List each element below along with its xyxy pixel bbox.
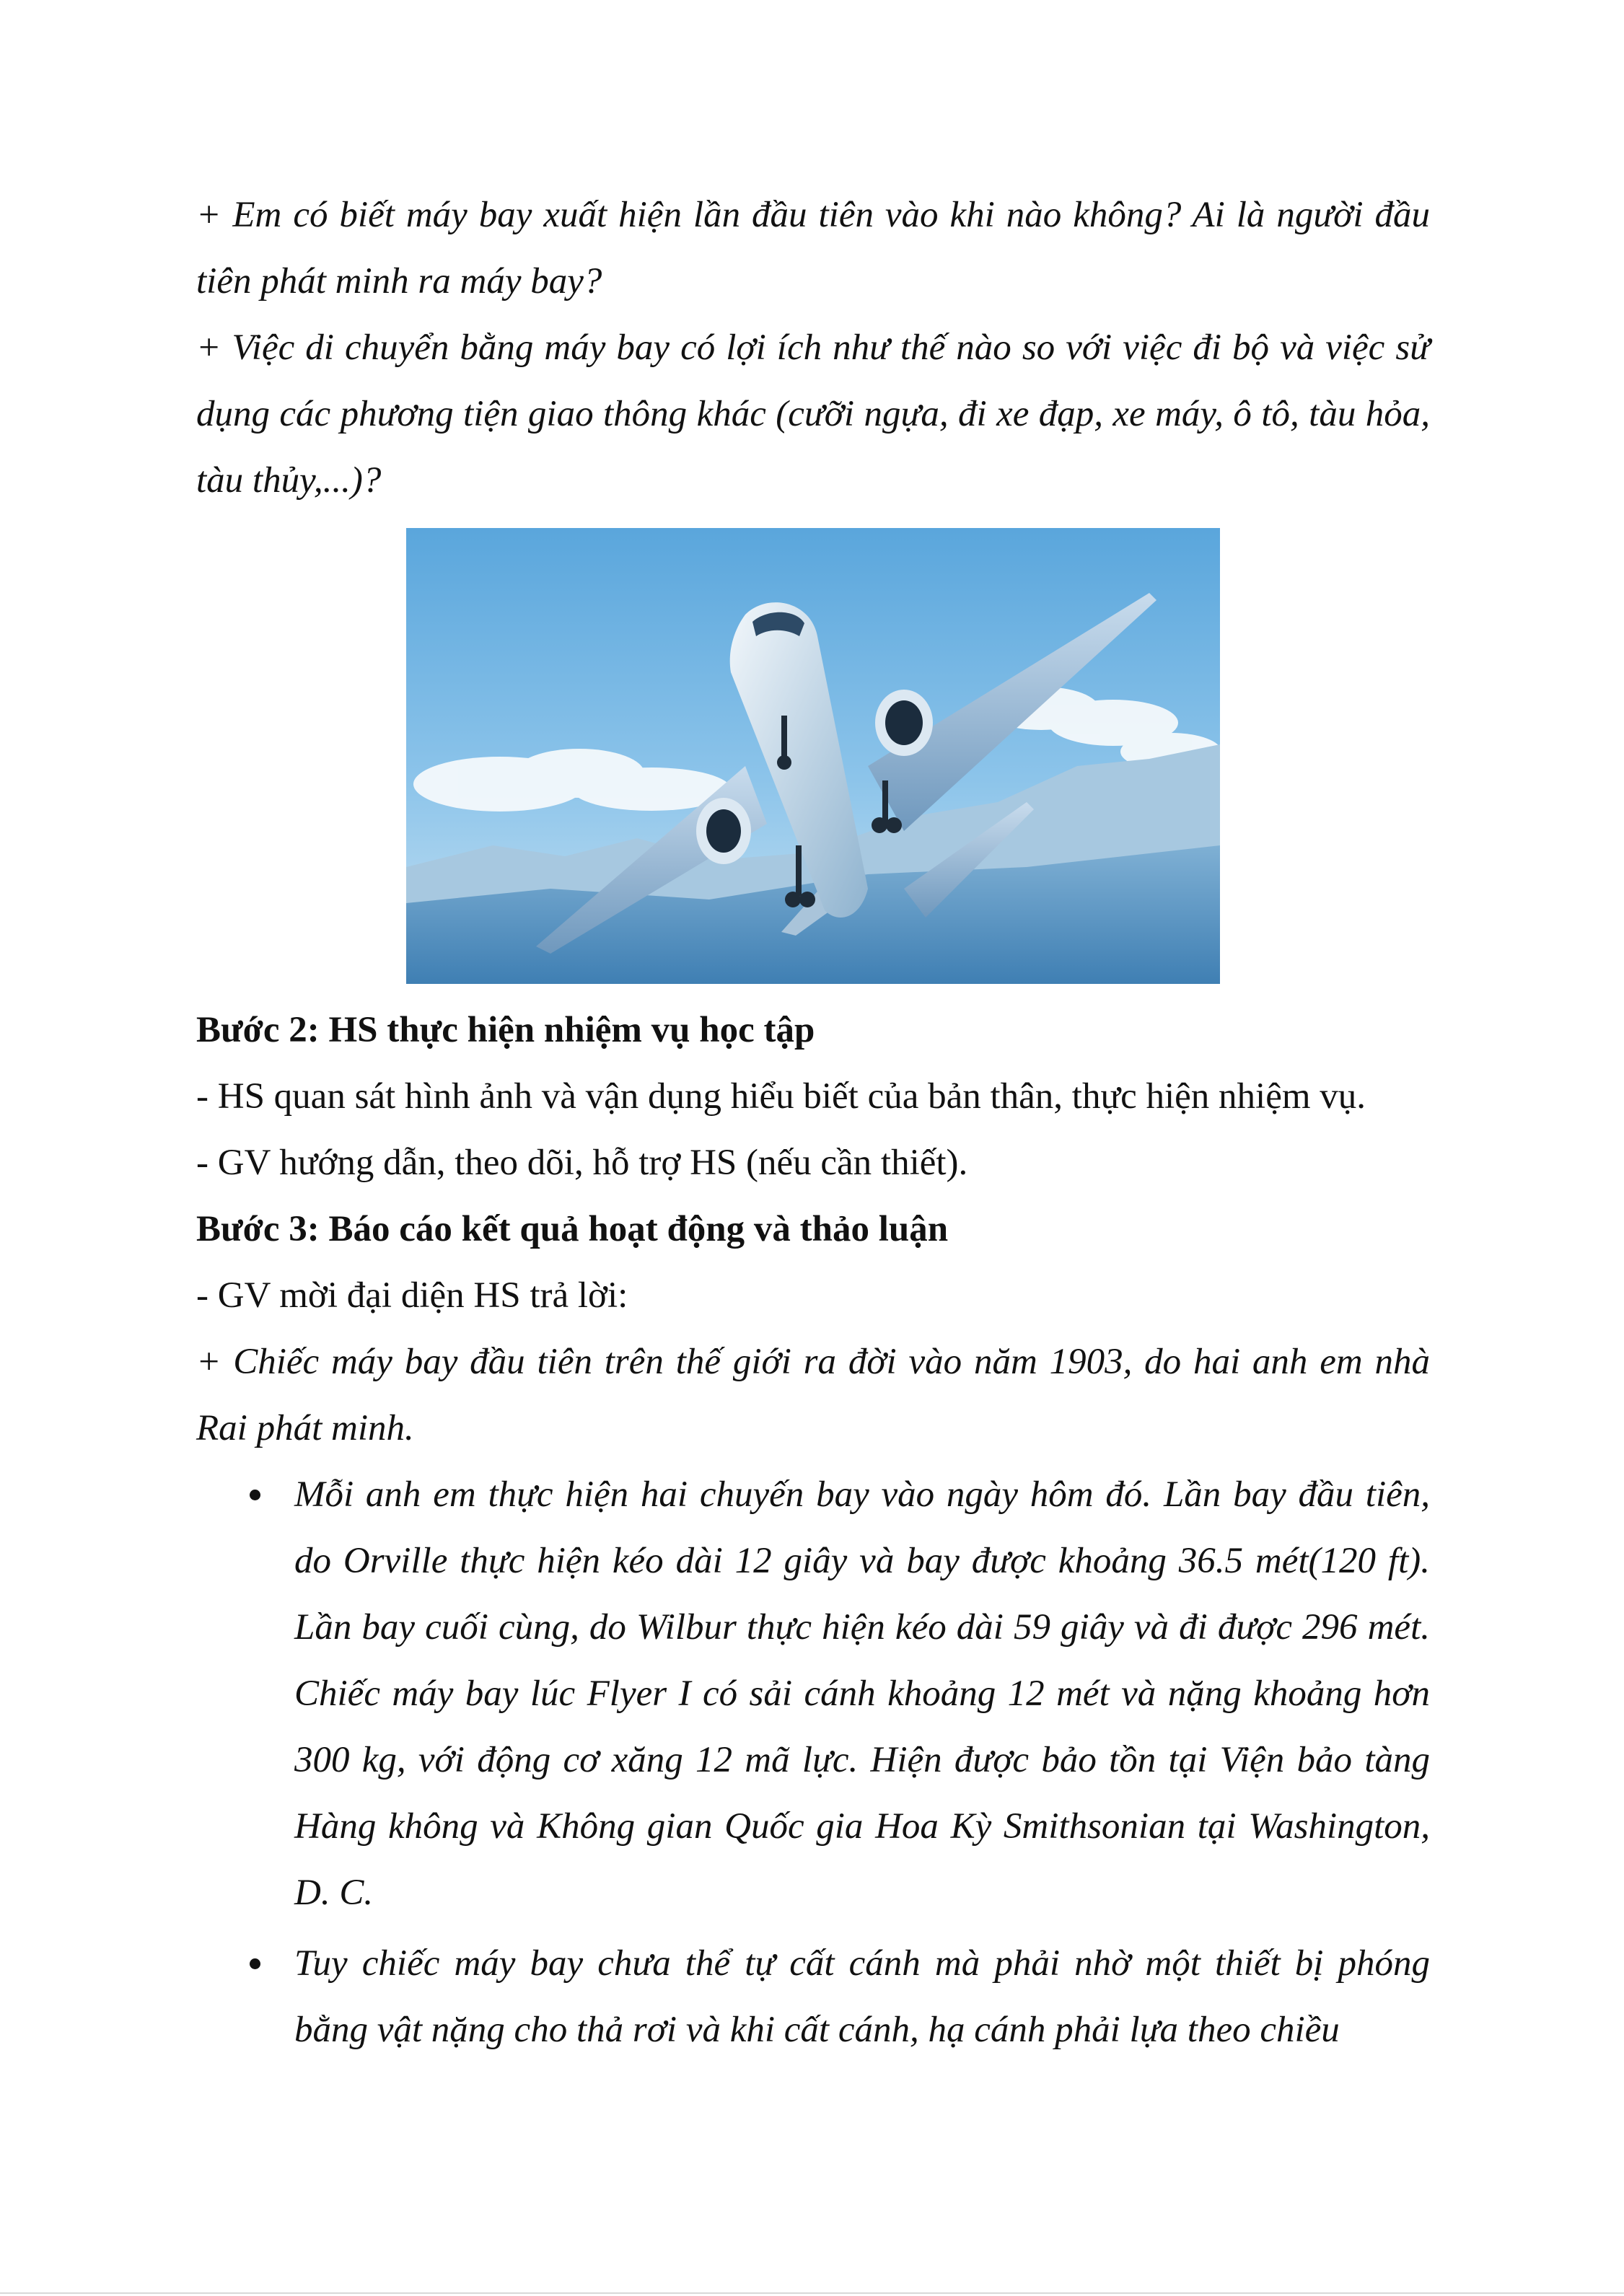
list-item — [294, 1930, 1430, 2063]
page-bottom-rule — [0, 2292, 1624, 2294]
document-page — [196, 182, 1430, 2067]
airplane-illustration — [406, 528, 1220, 984]
list-item — [294, 1461, 1430, 1926]
step3-heading: Bước 3: Báo cáo kết quả hoạt động và thảo luận — [196, 1209, 949, 1249]
bullet-icon — [250, 1490, 260, 1500]
bullet-text: Mỗi anh em thực hiện hai chuyến bay vào ngày hôm đó. Lần bay đầu tiên, do Orville thực hiện kéo dài 12 giây và bay được khoảng 36.5 mét(120 ft). Lần bay cuối cùng, do Wilbur thực hiện kéo dài 59 giây và đi được 296 mét. Chiếc máy bay lúc Flyer I có sải cánh khoảng 12 mét và nặng khoảng hơn 300 kg, với động cơ xăng 12 mã lực. Hiện được bảo tồn tại Viện bảo tàng Hàng không và Không gian Quốc gia Hoa Kỳ Smithsonian tại Washington, D. C. — [294, 1474, 1430, 1913]
bullet-icon — [250, 1958, 260, 1969]
airplane-photo — [406, 528, 1220, 984]
step2-heading: Bước 2: HS thực hiện nhiệm vụ học tập — [196, 1010, 815, 1050]
question-1: + Em có biết máy bay xuất hiện lần đầu tiên vào khi nào không? Ai là người đầu tiên phát minh ra máy bay? — [196, 195, 1430, 302]
bullet-text: Tuy chiếc máy bay chưa thể tự cất cánh mà phải nhờ một thiết bị phóng bằng vật nặng cho thả rơi và khi cất cánh, hạ cánh phải lựa theo chiều — [294, 1943, 1430, 2050]
question-2: + Việc di chuyển bằng máy bay có lợi ích như thế nào so với việc đi bộ và việc sử dụng các phương tiện giao thông khác (cưỡi ngựa, đi xe đạp, xe máy, ô tô, tàu hỏa, tàu thủy,...)? — [196, 327, 1430, 501]
step2-line-2: - GV hướng dẫn, theo dõi, hỗ trợ HS (nếu cần thiết). — [196, 1143, 968, 1183]
answer-bullet-list — [196, 1461, 1430, 2063]
step3-line-1: - GV mời đại diện HS trả lời: — [196, 1275, 628, 1316]
step2-line-1: - HS quan sát hình ảnh và vận dụng hiểu biết của bản thân, thực hiện nhiệm vụ. — [196, 1076, 1366, 1117]
step3-answer: + Chiếc máy bay đầu tiên trên thế giới ra đời vào năm 1903, do hai anh em nhà Rai phát minh. — [196, 1342, 1430, 1448]
